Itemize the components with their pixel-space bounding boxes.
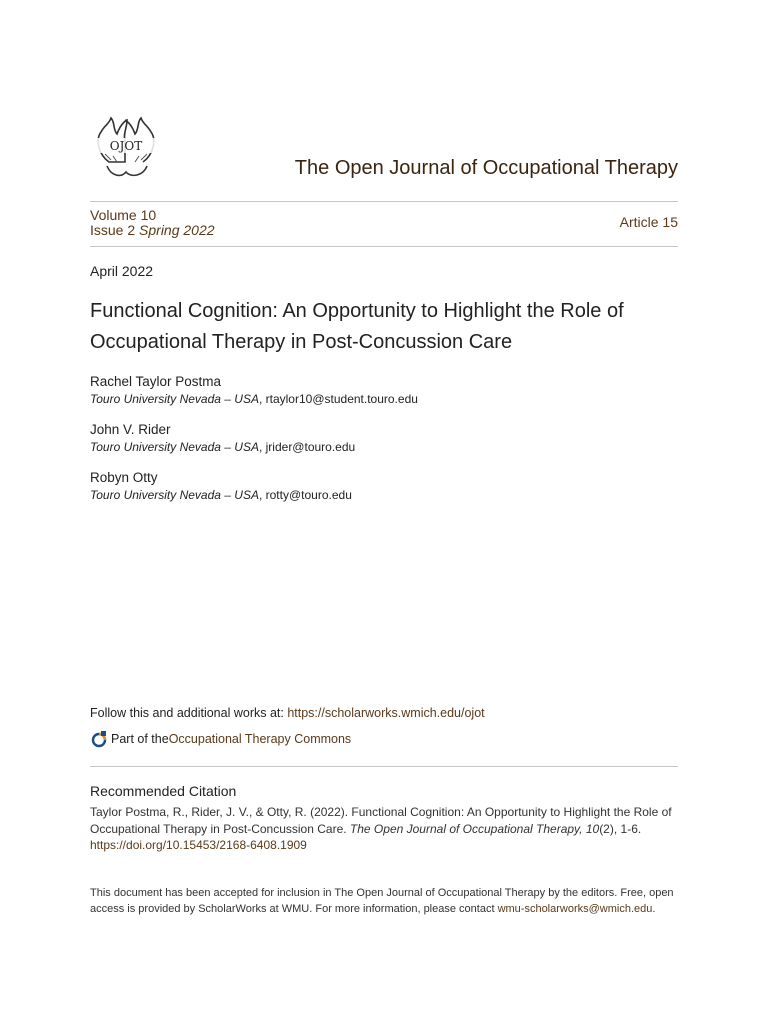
author-email: , rotty@touro.edu [258, 488, 352, 502]
issue-label: Issue 2 [90, 222, 136, 238]
contact-email-link[interactable]: wmu-scholarworks@wmich.edu [497, 902, 653, 915]
publication-date: April 2022 [90, 263, 154, 279]
article-title: Functional Cognition: An Opportunity to Highlight the Role of Occupational Therapy in Post-Concussion Care [90, 300, 624, 353]
issue-season: Spring 2022 [139, 222, 215, 238]
commons-link[interactable]: Occupational Therapy Commons [168, 732, 352, 746]
citation-body: Taylor Postma, R., Rider, J. V., & Otty, R. (2022). Functional Cognition: An Opportunity to Highlight the Role of Occupational Therapy in Post-Concussion Care. [90, 805, 672, 836]
volume-link[interactable]: Volume 10 [90, 207, 157, 223]
affiliation-text: Touro University Nevada – USA [90, 392, 259, 406]
affiliation-text: Touro University Nevada – USA [90, 440, 259, 454]
author-block [90, 469, 352, 503]
author-block [90, 373, 418, 407]
follow-line [90, 706, 485, 720]
citation-journal: The Open Journal of Occupational Therapy, 10 [349, 821, 600, 836]
footer-end: . [652, 902, 656, 915]
author-name[interactable]: John V. Rider [90, 422, 171, 437]
issue-line[interactable] [90, 223, 215, 238]
network-commons-icon [90, 730, 108, 748]
recommended-citation-heading: Recommended Citation [90, 783, 237, 799]
author-affiliation [90, 487, 352, 503]
footer-note [90, 886, 680, 917]
part-of-text: Part of the [111, 732, 169, 746]
volume-issue [90, 208, 215, 238]
citation-text [90, 804, 680, 854]
divider [90, 246, 678, 247]
author-name[interactable]: Robyn Otty [90, 470, 158, 485]
author-name[interactable]: Rachel Taylor Postma [90, 374, 222, 389]
author-affiliation [90, 391, 418, 407]
part-of-line [90, 730, 351, 748]
author-block [90, 421, 355, 455]
ojot-collection-link[interactable]: https://scholarworks.wmich.edu/ojot [287, 706, 485, 720]
author-email: , jrider@touro.edu [258, 440, 356, 454]
author-affiliation [90, 439, 355, 455]
journal-title-link[interactable]: The Open Journal of Occupational Therapy [294, 157, 678, 179]
author-email: , rtaylor10@student.touro.edu [258, 392, 418, 406]
citation-end: (2), 1-6. [599, 821, 642, 836]
ojot-hands-logo [91, 110, 161, 180]
article-number[interactable]: Article 15 [619, 214, 678, 230]
follow-text: Follow this and additional works at: [90, 706, 288, 720]
logo-text: OJOT [109, 139, 143, 153]
affiliation-text: Touro University Nevada – USA [90, 488, 259, 502]
footer-text: This document has been accepted for inclusion in The Open Journal of Occupational Therapy by the editors. Free, open access is provided by ScholarWorks at WMU. For more information, please contact [90, 887, 674, 915]
divider [90, 766, 678, 767]
doi-link[interactable]: https://doi.org/10.15453/2168-6408.1909 [90, 838, 307, 852]
divider [90, 201, 678, 202]
